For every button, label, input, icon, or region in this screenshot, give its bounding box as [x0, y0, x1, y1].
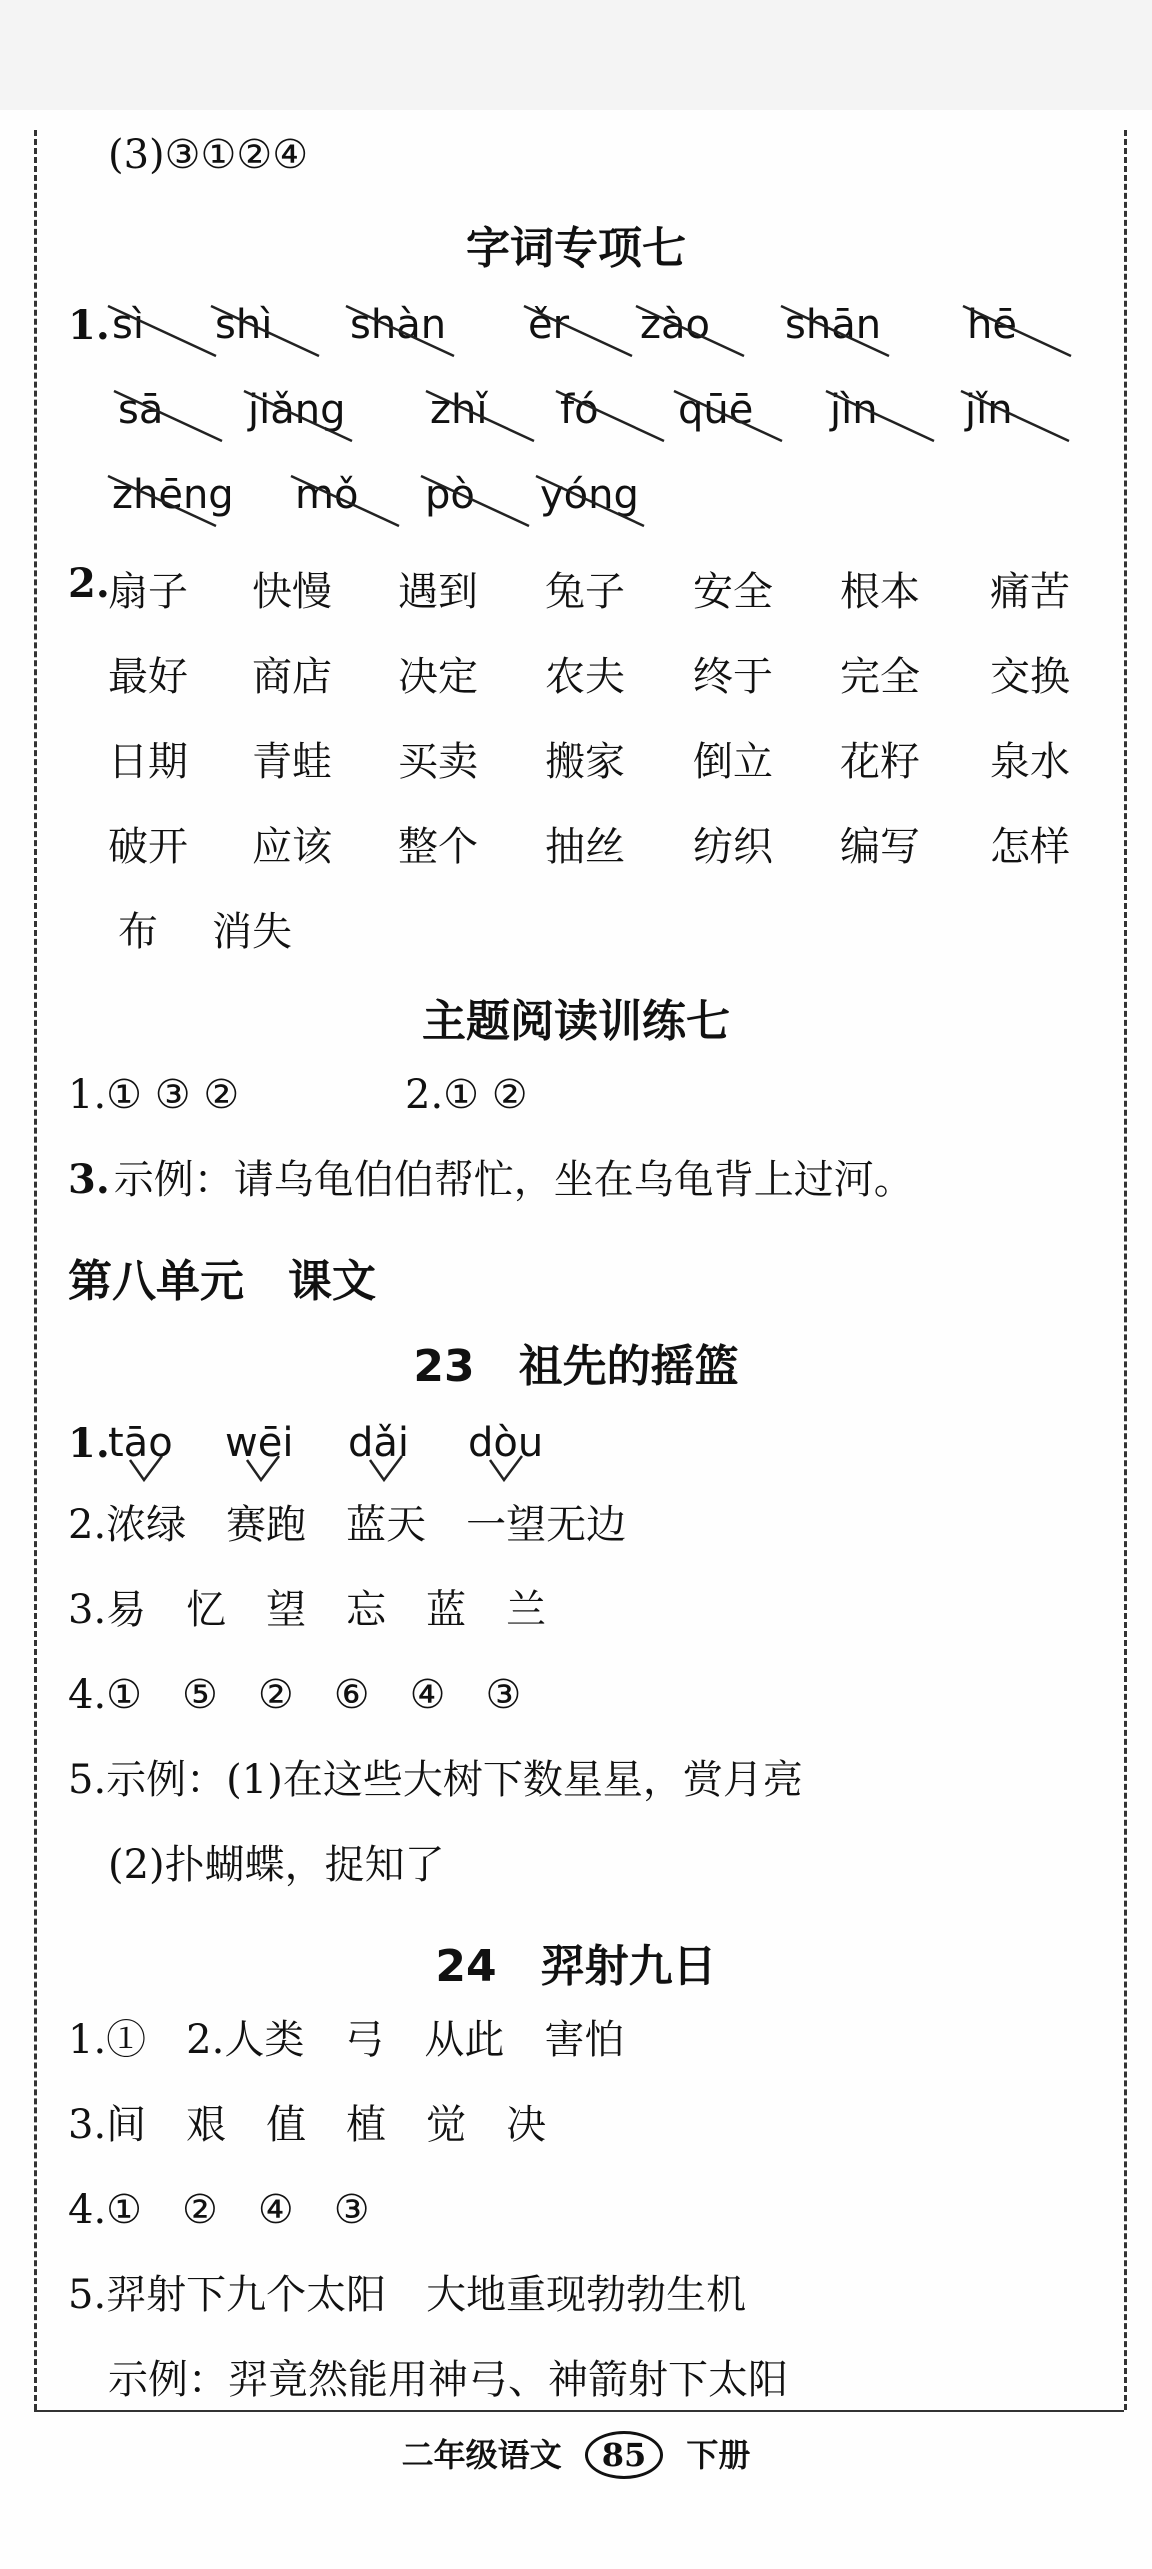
question-number: 2. [68, 560, 110, 607]
words-row-1 [68, 560, 114, 607]
word-answer: 搬家 [545, 739, 625, 785]
word-answer: 日期 [108, 739, 188, 785]
pinyin-answer: shàn [350, 302, 447, 348]
strike-mark-icon [957, 383, 1087, 453]
strike-mark-icon [422, 383, 552, 453]
pinyin-answer: pò [425, 472, 475, 518]
lesson-24-title: 24 羿射九日 [435, 1941, 717, 1992]
word-answer: 商店 [252, 654, 332, 700]
strike-mark-icon [777, 298, 907, 368]
word-answer: 农夫 [545, 654, 625, 700]
check-mark-icon [217, 1416, 347, 1486]
word-answer: 终于 [693, 654, 773, 700]
pinyin-answer: dǎi [348, 1420, 410, 1466]
strike-mark-icon [552, 383, 682, 453]
lesson-23-title: 23 祖先的摇篮 [413, 1341, 739, 1392]
pinyin-answer: yóng [540, 472, 639, 518]
pinyin-answer: dòu [468, 1420, 544, 1466]
strike-mark-icon [959, 298, 1089, 368]
pinyin-answer: jiǎng [248, 387, 346, 433]
word-answer: 消失 [212, 909, 292, 955]
word-answer: 兔子 [545, 569, 625, 615]
word-answer: 根本 [840, 569, 920, 615]
page-number: 85 [585, 2431, 664, 2479]
word-answer: 青蛙 [252, 739, 332, 785]
lesson23-q2: 2.浓绿 赛跑 蓝天 一望无边 [68, 1502, 627, 1548]
strike-mark-icon [532, 468, 662, 538]
lesson23-q4: 4.① ⑤ ② ⑥ ④ ③ [68, 1672, 522, 1718]
right-dashed-border [1124, 130, 1127, 2410]
strike-mark-icon [110, 383, 240, 453]
footer-grade-subject: 二年级语文 [401, 2436, 562, 2474]
pinyin-answer: sì [112, 302, 144, 348]
pinyin-answer: hē [967, 302, 1017, 348]
pinyin-answer: wēi [225, 1420, 294, 1466]
pinyin-answer: qūē [678, 387, 754, 433]
pinyin-answer: zhǐ [430, 387, 488, 433]
lesson24-q5b: 示例：羿竟然能用神弓、神箭射下太阳 [108, 2357, 788, 2403]
word-answer: 安全 [693, 569, 773, 615]
word-answer: 怎样 [990, 824, 1070, 870]
lesson23-q5: 5.示例：(1)在这些大树下数星星，赏月亮 [68, 1757, 803, 1803]
yuedu-q3 [68, 1156, 914, 1203]
pinyin-answer: tāo [108, 1420, 173, 1466]
word-answer: 花籽 [840, 739, 920, 785]
word-answer: 布 [118, 909, 158, 955]
strike-mark-icon [104, 468, 234, 538]
strike-mark-icon [342, 298, 472, 368]
strike-mark-icon [670, 383, 800, 453]
strike-mark-icon [632, 298, 762, 368]
strike-mark-icon [822, 383, 952, 453]
word-answer: 痛苦 [990, 569, 1070, 615]
answer-text: 示例：请乌龟伯伯帮忙，坐在乌龟背上过河。 [113, 1157, 914, 1203]
word-answer: 破开 [108, 824, 188, 870]
word-answer: 抽丝 [545, 824, 625, 870]
question-number: 1. [68, 1420, 110, 1467]
yuedu-q2: 2.① ② [405, 1072, 528, 1118]
word-answer: 最好 [108, 654, 188, 700]
lesson23-q5b: (2)扑蝴蝶，捉知了 [108, 1842, 445, 1888]
pinyin-answer: ěr [528, 302, 570, 348]
lesson24-q4: 4.① ② ④ ③ [68, 2187, 370, 2233]
question-number: 3. [68, 1156, 110, 1203]
pinyin-answer: zào [640, 302, 710, 348]
section-title-zici: 字词专项七 [466, 223, 686, 274]
left-dashed-border [34, 130, 37, 2410]
word-answer: 应该 [252, 824, 332, 870]
check-mark-icon [340, 1416, 470, 1486]
check-mark-icon [460, 1416, 590, 1486]
word-answer: 泉水 [990, 739, 1070, 785]
unit-title: 第八单元 课文 [68, 1256, 376, 1307]
pinyin-answer: shì [215, 302, 273, 348]
word-answer: 整个 [398, 824, 478, 870]
word-answer: 完全 [840, 654, 920, 700]
strike-mark-icon [520, 298, 650, 368]
lesson24-q1: 1.① 2.人类 弓 从此 害怕 [68, 2017, 625, 2063]
pinyin-answer: shān [785, 302, 882, 348]
pinyin-answer: sā [118, 387, 164, 433]
page-footer [0, 2430, 1152, 2479]
pinyin-answer: mǒ [295, 472, 359, 518]
pinyin-answer: jǐn [965, 387, 1013, 433]
word-answer: 决定 [398, 654, 478, 700]
pinyin-answer: zhēng [112, 472, 234, 518]
word-answer: 交换 [990, 654, 1070, 700]
strike-mark-icon [417, 468, 547, 538]
pinyin-answer: fó [560, 387, 599, 433]
strike-mark-icon [287, 468, 417, 538]
word-answer: 编写 [840, 824, 920, 870]
strike-mark-icon [207, 298, 337, 368]
word-answer: 倒立 [693, 739, 773, 785]
yuedu-q1: 1.① ③ ② [68, 1072, 240, 1118]
prev-answer-line: (3)③①②④ [108, 132, 309, 178]
check-mark-icon [100, 1416, 230, 1486]
lesson23-q3: 3.易 忆 望 忘 蓝 兰 [68, 1587, 547, 1633]
word-answer: 买卖 [398, 739, 478, 785]
word-answer: 扇子 [108, 569, 188, 615]
top-margin [0, 0, 1152, 110]
word-answer: 纺织 [693, 824, 773, 870]
pinyin-answer: jìn [830, 387, 878, 433]
bottom-rule [34, 2410, 1124, 2412]
lesson24-q5: 5.羿射下九个太阳 大地重现勃勃生机 [68, 2272, 747, 2318]
word-answer: 遇到 [398, 569, 478, 615]
footer-volume: 下册 [686, 2436, 751, 2474]
question-number: 1. [68, 302, 110, 349]
strike-mark-icon [240, 383, 370, 453]
word-answer: 快慢 [252, 569, 332, 615]
lesson24-q3: 3.间 艰 值 植 觉 决 [68, 2102, 547, 2148]
section-title-yuedu: 主题阅读训练七 [422, 996, 730, 1047]
